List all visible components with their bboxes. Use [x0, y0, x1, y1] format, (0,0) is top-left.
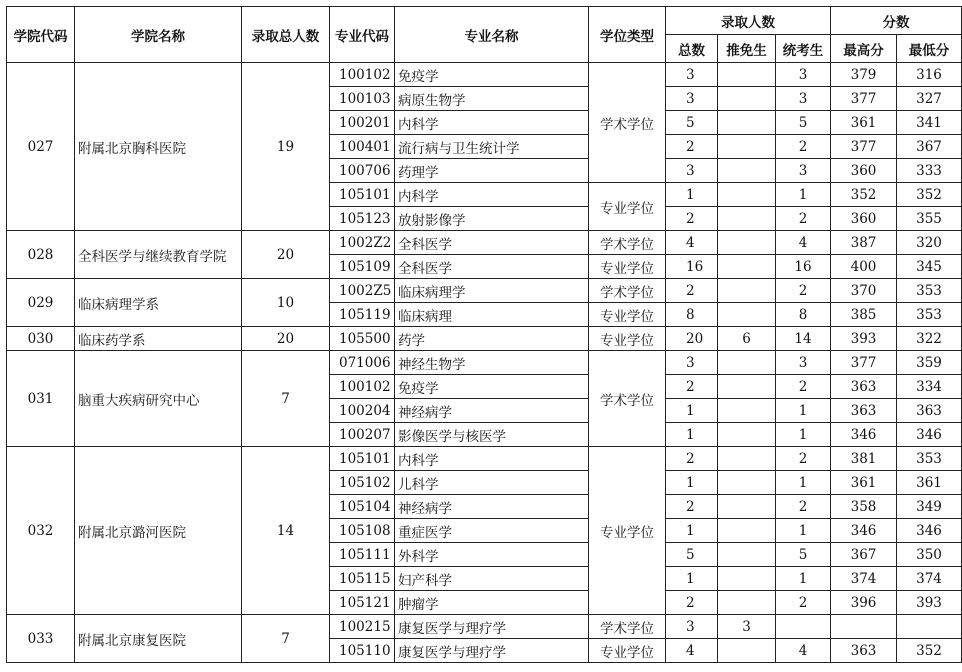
score-min-cell: 350 [897, 543, 962, 567]
score-max-cell: 377 [831, 87, 897, 111]
score-max-cell: 387 [831, 231, 897, 255]
admitted-exam-cell: 2 [776, 495, 831, 519]
admitted-total-cell: 4 [666, 231, 718, 255]
degree-type-cell: 学术学位 [589, 63, 666, 183]
admitted-exam-cell: 4 [776, 639, 831, 663]
admitted-recommended-cell: 6 [718, 327, 776, 351]
admitted-exam-cell: 2 [776, 375, 831, 399]
header-major-name: 专业名称 [395, 7, 589, 63]
admitted-total-cell: 2 [666, 591, 718, 615]
admitted-exam-cell: 1 [776, 471, 831, 495]
major-code-cell: 100102 [330, 375, 395, 399]
admitted-exam-cell: 3 [776, 63, 831, 87]
admitted-recommended-cell [718, 543, 776, 567]
college-code-cell: 030 [7, 327, 75, 351]
college-code-cell: 029 [7, 279, 75, 327]
admission-table-container [6, 6, 962, 663]
score-max-cell: 361 [831, 471, 897, 495]
major-code-cell: 100201 [330, 111, 395, 135]
major-code-cell: 100215 [330, 615, 395, 639]
admitted-recommended-cell [718, 399, 776, 423]
admitted-recommended-cell [718, 111, 776, 135]
admitted-recommended-cell [718, 591, 776, 615]
table-row [7, 447, 962, 471]
college-name-cell: 附属北京胸科医院 [75, 63, 242, 231]
major-code-cell: 100204 [330, 399, 395, 423]
admitted-total-cell: 1 [666, 183, 718, 207]
score-max-cell: 377 [831, 135, 897, 159]
major-code-cell: 071006 [330, 351, 395, 375]
score-max-cell: 374 [831, 567, 897, 591]
table-header [7, 7, 962, 63]
major-name-cell: 免疫学 [395, 375, 589, 399]
major-code-cell: 105108 [330, 519, 395, 543]
college-total-cell: 10 [242, 279, 330, 327]
score-min-cell [897, 615, 962, 639]
admitted-exam-cell: 4 [776, 231, 831, 255]
major-code-cell: 100207 [330, 423, 395, 447]
admitted-recommended-cell [718, 279, 776, 303]
header-score-max: 最高分 [831, 35, 897, 63]
score-min-cell: 334 [897, 375, 962, 399]
major-name-cell: 免疫学 [395, 63, 589, 87]
score-min-cell: 320 [897, 231, 962, 255]
admitted-recommended-cell [718, 135, 776, 159]
admitted-exam-cell: 1 [776, 399, 831, 423]
admitted-exam-cell: 16 [776, 255, 831, 279]
major-name-cell: 神经病学 [395, 495, 589, 519]
major-name-cell: 放射影像学 [395, 207, 589, 231]
major-code-cell: 105111 [330, 543, 395, 567]
admitted-exam-cell: 3 [776, 351, 831, 375]
admitted-total-cell: 1 [666, 423, 718, 447]
degree-type-cell: 学术学位 [589, 615, 666, 639]
admitted-exam-cell: 1 [776, 183, 831, 207]
major-name-cell: 内科学 [395, 183, 589, 207]
major-name-cell: 外科学 [395, 543, 589, 567]
admitted-total-cell: 4 [666, 639, 718, 663]
score-max-cell: 363 [831, 639, 897, 663]
college-total-cell: 7 [242, 615, 330, 663]
major-name-cell: 肿瘤学 [395, 591, 589, 615]
college-name-cell: 临床药学系 [75, 327, 242, 351]
major-name-cell: 全科医学 [395, 231, 589, 255]
major-code-cell: 105104 [330, 495, 395, 519]
admitted-exam-cell: 2 [776, 279, 831, 303]
major-name-cell: 临床病理 [395, 303, 589, 327]
table-row [7, 327, 962, 351]
score-min-cell: 345 [897, 255, 962, 279]
admitted-recommended-cell [718, 159, 776, 183]
admitted-recommended-cell [718, 519, 776, 543]
major-code-cell: 105110 [330, 639, 395, 663]
major-name-cell: 临床病理学 [395, 279, 589, 303]
score-max-cell: 358 [831, 495, 897, 519]
score-min-cell: 363 [897, 399, 962, 423]
admitted-total-cell: 2 [666, 279, 718, 303]
degree-type-cell: 专业学位 [589, 447, 666, 615]
header-college-name: 学院名称 [75, 7, 242, 63]
major-name-cell: 康复医学与理疗学 [395, 639, 589, 663]
score-max-cell: 379 [831, 63, 897, 87]
admitted-total-cell: 1 [666, 519, 718, 543]
admitted-exam-cell: 3 [776, 87, 831, 111]
score-max-cell: 352 [831, 183, 897, 207]
admitted-total-cell: 1 [666, 399, 718, 423]
score-min-cell: 352 [897, 639, 962, 663]
college-total-cell: 19 [242, 63, 330, 231]
score-min-cell: 327 [897, 87, 962, 111]
score-max-cell: 370 [831, 279, 897, 303]
major-name-cell: 内科学 [395, 447, 589, 471]
admitted-recommended-cell [718, 303, 776, 327]
score-min-cell: 374 [897, 567, 962, 591]
admitted-recommended-cell [718, 183, 776, 207]
major-name-cell: 全科医学 [395, 255, 589, 279]
admitted-recommended-cell [718, 375, 776, 399]
header-admitted-recommended: 推免生 [718, 35, 776, 63]
major-name-cell: 康复医学与理疗学 [395, 615, 589, 639]
header-major-code: 专业代码 [330, 7, 395, 63]
score-max-cell: 377 [831, 351, 897, 375]
score-min-cell: 352 [897, 183, 962, 207]
table-row [7, 615, 962, 639]
major-name-cell: 神经生物学 [395, 351, 589, 375]
header-score-group: 分数 [831, 7, 962, 35]
major-code-cell: 1002Z2 [330, 231, 395, 255]
admission-table [6, 6, 962, 663]
score-min-cell: 346 [897, 519, 962, 543]
admitted-recommended-cell [718, 87, 776, 111]
score-max-cell: 360 [831, 159, 897, 183]
major-code-cell: 105115 [330, 567, 395, 591]
table-row [7, 231, 962, 255]
college-name-cell: 附属北京潞河医院 [75, 447, 242, 615]
admitted-total-cell: 1 [666, 471, 718, 495]
college-code-cell: 033 [7, 615, 75, 663]
degree-type-cell: 学术学位 [589, 351, 666, 447]
college-code-cell: 031 [7, 351, 75, 447]
score-max-cell: 385 [831, 303, 897, 327]
major-name-cell: 重症医学 [395, 519, 589, 543]
major-name-cell: 内科学 [395, 111, 589, 135]
admitted-recommended-cell [718, 255, 776, 279]
major-name-cell: 流行病与卫生统计学 [395, 135, 589, 159]
score-min-cell: 355 [897, 207, 962, 231]
admitted-exam-cell: 5 [776, 111, 831, 135]
admitted-total-cell: 16 [666, 255, 718, 279]
admitted-total-cell: 2 [666, 207, 718, 231]
admitted-exam-cell: 1 [776, 567, 831, 591]
degree-type-cell: 专业学位 [589, 255, 666, 279]
table-row [7, 63, 962, 87]
score-min-cell: 316 [897, 63, 962, 87]
major-name-cell: 神经病学 [395, 399, 589, 423]
score-max-cell: 381 [831, 447, 897, 471]
degree-type-cell: 专业学位 [589, 303, 666, 327]
score-min-cell: 346 [897, 423, 962, 447]
major-code-cell: 1002Z5 [330, 279, 395, 303]
admitted-recommended-cell [718, 495, 776, 519]
admitted-recommended-cell [718, 471, 776, 495]
major-code-cell: 105123 [330, 207, 395, 231]
major-name-cell: 妇产科学 [395, 567, 589, 591]
college-name-cell: 脑重大疾病研究中心 [75, 351, 242, 447]
score-max-cell: 346 [831, 423, 897, 447]
admitted-exam-cell: 2 [776, 447, 831, 471]
major-code-cell: 100102 [330, 63, 395, 87]
admitted-exam-cell: 2 [776, 207, 831, 231]
major-code-cell: 105102 [330, 471, 395, 495]
admitted-recommended-cell: 3 [718, 615, 776, 639]
admitted-recommended-cell [718, 639, 776, 663]
score-max-cell: 363 [831, 375, 897, 399]
admitted-total-cell: 2 [666, 447, 718, 471]
admitted-recommended-cell [718, 447, 776, 471]
score-min-cell: 393 [897, 591, 962, 615]
header-admitted-total: 总数 [666, 35, 718, 63]
header-admitted-group: 录取人数 [666, 7, 831, 35]
major-name-cell: 影像医学与核医学 [395, 423, 589, 447]
degree-type-cell: 专业学位 [589, 639, 666, 663]
score-min-cell: 349 [897, 495, 962, 519]
score-min-cell: 359 [897, 351, 962, 375]
admitted-recommended-cell [718, 231, 776, 255]
college-name-cell: 临床病理学系 [75, 279, 242, 327]
major-code-cell: 105101 [330, 447, 395, 471]
score-min-cell: 353 [897, 447, 962, 471]
admitted-exam-cell: 3 [776, 159, 831, 183]
major-name-cell: 儿科学 [395, 471, 589, 495]
admitted-total-cell: 2 [666, 375, 718, 399]
major-name-cell: 药学 [395, 327, 589, 351]
table-row [7, 279, 962, 303]
college-name-cell: 全科医学与继续教育学院 [75, 231, 242, 279]
major-code-cell: 100103 [330, 87, 395, 111]
degree-type-cell: 学术学位 [589, 231, 666, 255]
admitted-recommended-cell [718, 567, 776, 591]
score-min-cell: 367 [897, 135, 962, 159]
major-code-cell: 105121 [330, 591, 395, 615]
score-min-cell: 322 [897, 327, 962, 351]
score-min-cell: 353 [897, 303, 962, 327]
admitted-total-cell: 8 [666, 303, 718, 327]
score-min-cell: 353 [897, 279, 962, 303]
header-college-code: 学院代码 [7, 7, 75, 63]
admitted-recommended-cell [718, 351, 776, 375]
score-max-cell: 396 [831, 591, 897, 615]
header-score-min: 最低分 [897, 35, 962, 63]
score-max-cell [831, 615, 897, 639]
major-code-cell: 105101 [330, 183, 395, 207]
table-row [7, 351, 962, 375]
admitted-total-cell: 3 [666, 351, 718, 375]
score-max-cell: 363 [831, 399, 897, 423]
score-min-cell: 333 [897, 159, 962, 183]
score-max-cell: 346 [831, 519, 897, 543]
admitted-total-cell: 5 [666, 111, 718, 135]
college-total-cell: 7 [242, 351, 330, 447]
table-body [7, 63, 962, 663]
admitted-recommended-cell [718, 423, 776, 447]
admitted-total-cell: 3 [666, 159, 718, 183]
degree-type-cell: 学术学位 [589, 279, 666, 303]
college-name-cell: 附属北京康复医院 [75, 615, 242, 663]
admitted-total-cell: 20 [666, 327, 718, 351]
major-name-cell: 病原生物学 [395, 87, 589, 111]
college-code-cell: 028 [7, 231, 75, 279]
admitted-exam-cell [776, 615, 831, 639]
admitted-total-cell: 1 [666, 567, 718, 591]
header-admitted-exam: 统考生 [776, 35, 831, 63]
admitted-exam-cell: 8 [776, 303, 831, 327]
header-total-admitted: 录取总人数 [242, 7, 330, 63]
college-total-cell: 20 [242, 231, 330, 279]
admitted-total-cell: 2 [666, 495, 718, 519]
admitted-recommended-cell [718, 207, 776, 231]
major-code-cell: 105119 [330, 303, 395, 327]
major-code-cell: 105109 [330, 255, 395, 279]
admitted-exam-cell: 1 [776, 519, 831, 543]
college-total-cell: 14 [242, 447, 330, 615]
major-name-cell: 药理学 [395, 159, 589, 183]
admitted-recommended-cell [718, 63, 776, 87]
degree-type-cell: 专业学位 [589, 327, 666, 351]
score-max-cell: 393 [831, 327, 897, 351]
score-min-cell: 341 [897, 111, 962, 135]
admitted-exam-cell: 2 [776, 591, 831, 615]
score-min-cell: 361 [897, 471, 962, 495]
admitted-exam-cell: 1 [776, 423, 831, 447]
score-max-cell: 360 [831, 207, 897, 231]
admitted-total-cell: 3 [666, 63, 718, 87]
major-code-cell: 105500 [330, 327, 395, 351]
degree-type-cell: 专业学位 [589, 183, 666, 231]
score-max-cell: 361 [831, 111, 897, 135]
score-max-cell: 400 [831, 255, 897, 279]
admitted-exam-cell: 5 [776, 543, 831, 567]
score-max-cell: 367 [831, 543, 897, 567]
admitted-exam-cell: 2 [776, 135, 831, 159]
admitted-total-cell: 3 [666, 87, 718, 111]
college-total-cell: 20 [242, 327, 330, 351]
admitted-total-cell: 5 [666, 543, 718, 567]
admitted-exam-cell: 14 [776, 327, 831, 351]
college-code-cell: 032 [7, 447, 75, 615]
major-code-cell: 100706 [330, 159, 395, 183]
admitted-total-cell: 3 [666, 615, 718, 639]
major-code-cell: 100401 [330, 135, 395, 159]
header-degree-type: 学位类型 [589, 7, 666, 63]
admitted-total-cell: 2 [666, 135, 718, 159]
college-code-cell: 027 [7, 63, 75, 231]
